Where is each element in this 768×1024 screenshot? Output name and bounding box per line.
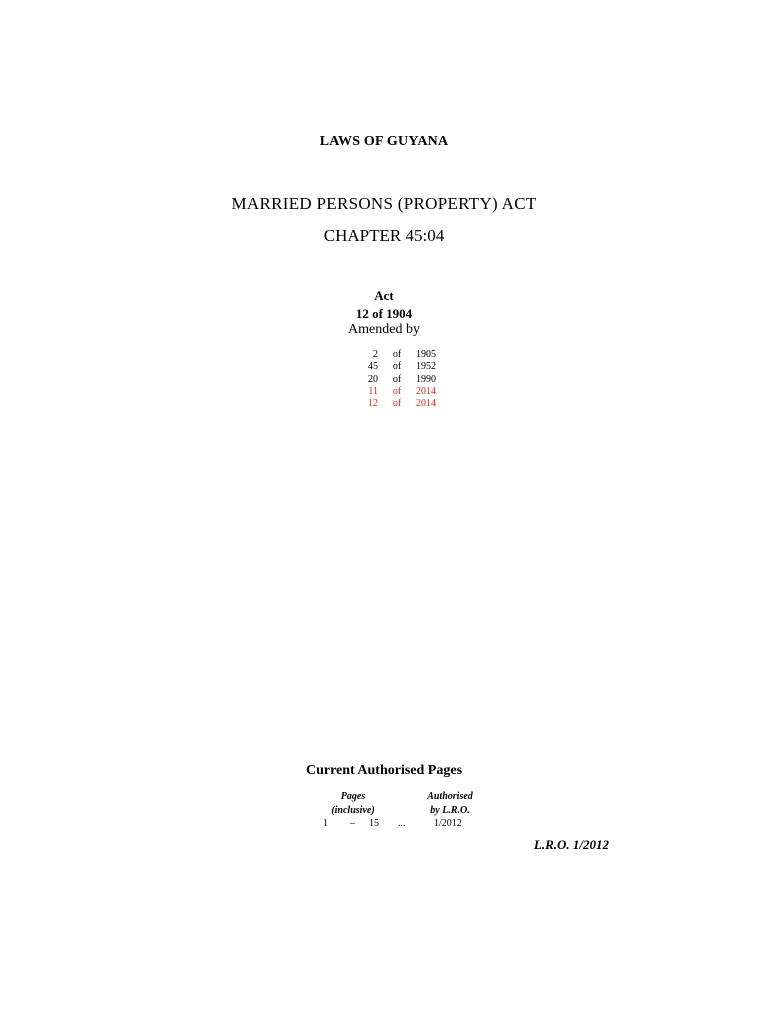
pages-column-header [318,790,388,818]
amendment-row [358,386,446,398]
amendment-year: 1905 [416,349,436,360]
authorised-column-header [412,790,488,818]
authorised-pages-title: Current Authorised Pages [305,763,463,778]
leader-dots: ... [398,818,406,829]
amendments-table [358,349,446,410]
amendment-year: 1990 [416,373,436,385]
chapter-title: CHAPTER 45:04 [323,226,445,245]
amendment-number: 2 [373,349,378,360]
amendment-row [358,349,446,361]
pages-from: 1 [323,818,328,829]
amendment-row [358,374,446,386]
pages-to: 15 [369,818,379,829]
pages-header-line1: Pages [340,791,366,802]
authorised-header-line1: Authorised [427,791,473,802]
amendment-year: 1952 [416,361,436,373]
amendment-number: 12 [368,398,378,410]
pages-dash: – [350,818,355,829]
act-number: 12 of 1904 [355,306,413,321]
amendment-number: 45 [368,361,378,373]
amendment-of: of [392,361,402,373]
laws-title: LAWS OF GUYANA [319,134,449,149]
act-label: Act [374,288,394,303]
pages-header-line2: (inclusive) [331,805,375,816]
amendment-year: 2014 [416,398,436,410]
authorised-value: 1/2012 [434,818,462,829]
amendment-year: 2014 [416,385,436,397]
amendment-row [358,398,446,410]
lro-footer: L.R.O. 1/2012 [533,837,609,852]
act-title: MARRIED PERSONS (PROPERTY) ACT [231,194,537,213]
amendment-of: of [392,385,402,397]
amendment-row [358,361,446,373]
amendment-of: of [392,349,402,360]
amendment-number: 20 [368,373,378,385]
authorised-header-line2: by L.R.O. [430,805,470,816]
amendment-number: 11 [368,385,378,397]
amended-by-label: Amended by [348,322,420,337]
amendment-of: of [392,373,402,385]
amendment-of: of [392,398,402,410]
